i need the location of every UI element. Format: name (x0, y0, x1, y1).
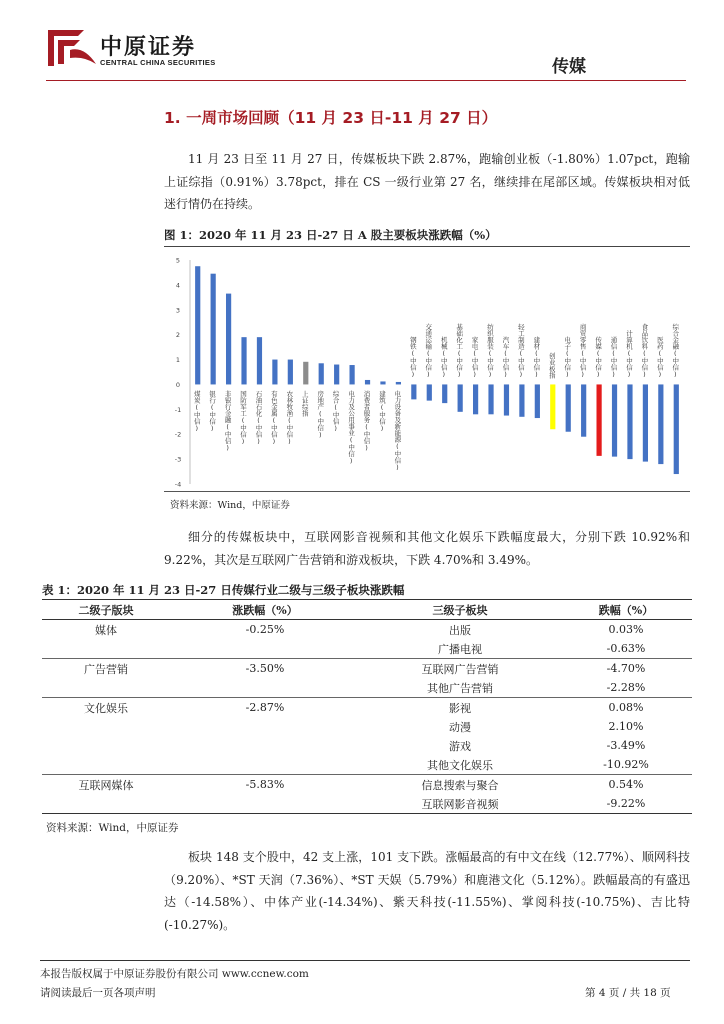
bar (504, 384, 509, 415)
y-tick-label: -4 (174, 480, 182, 489)
footer-copyright: 本报告版权属于中原证券股份有限公司 www.ccnew.com (40, 968, 309, 980)
cell-level3-change: -9.22% (560, 794, 692, 814)
table-row (42, 794, 692, 814)
cell-level3-change: -0.63% (606, 642, 646, 655)
y-axis (175, 257, 190, 489)
x-category-label: 国防军工(中信) (239, 390, 248, 446)
logo-emblem-icon (44, 26, 100, 72)
cell-level2: 媒体 (95, 623, 117, 637)
bar (458, 384, 463, 411)
cell-level3-change: -10.92% (603, 758, 649, 771)
table-row (42, 717, 692, 736)
footer-divider (40, 960, 690, 961)
cell-level2 (42, 678, 170, 698)
x-category-label: 机械(中信) (439, 336, 448, 379)
section-title: 1. 一周市场回顾（11 月 23 日-11 月 27 日） (164, 109, 498, 127)
bar (473, 384, 478, 414)
y-tick-label: -2 (174, 430, 182, 439)
bar (519, 384, 524, 416)
table-row (42, 775, 692, 795)
x-category-label: 传媒(中信) (594, 336, 603, 379)
header-level2-change: 涨跌幅（%） (170, 600, 360, 620)
paragraph-market-review: 11 月 23 日至 11 月 27 日，传媒板块下跌 2.87%，跑输创业板（-1.80%）1.07pct，跑输上证综指（0.91%）3.78pct，排在 CS 一级行业第 27 名，继续排在尾部区域。传媒板块相对低迷行情仍在持续。 (164, 152, 690, 211)
bar (581, 384, 586, 436)
bar (643, 384, 648, 461)
y-tick-label: 0 (175, 380, 181, 389)
cell-level2-change: -0.25% (245, 623, 285, 636)
cell-level2-change (170, 794, 360, 814)
table-title: 表 1：2020 年 11 月 23 日-27 日传媒行业二级与三级子板块涨跌幅 (42, 583, 405, 597)
y-tick-label: 4 (175, 281, 181, 290)
cell-level3: 互联网广告营销 (360, 659, 560, 679)
y-tick-label: 5 (175, 256, 181, 265)
bar (211, 274, 216, 385)
bar (272, 360, 277, 385)
x-category-label: 创业板指 (547, 352, 556, 379)
x-category-label: 建筑(中信) (377, 390, 386, 433)
cell-level2-change (170, 717, 360, 736)
cell-level3-change: -4.70% (560, 659, 692, 679)
x-category-label: 电子(中信) (563, 336, 572, 379)
cell-level3-change: -3.49% (606, 739, 646, 752)
y-tick-label: -1 (174, 405, 182, 414)
cell-level3-change: -2.28% (606, 681, 646, 694)
x-category-label: 钢铁(中信) (408, 336, 417, 379)
x-category-label: 综合金融(中信) (671, 323, 680, 379)
cell-level2-change: -2.87% (170, 698, 360, 718)
x-category-label: 医药(中信) (655, 336, 664, 379)
x-category-label: 商贸零售(中信) (578, 323, 587, 379)
cell-level2-change (170, 678, 360, 698)
x-category-label: 食品饮料(中信) (640, 323, 649, 379)
x-category-label: 家电(中信) (470, 336, 479, 379)
bar (319, 363, 324, 384)
bar (288, 360, 293, 385)
bar (303, 362, 308, 385)
x-labels (193, 322, 680, 471)
sector-returns-chart (164, 248, 690, 490)
cell-level2 (42, 639, 170, 659)
subsector-table (42, 599, 692, 814)
table-source: 资料来源：Wind，中原证券 (46, 822, 179, 834)
table-row (42, 755, 692, 775)
x-category-label: 消费者服务(中信) (362, 390, 371, 452)
table-row (42, 736, 692, 755)
cell-level3: 其他文化娱乐 (427, 758, 493, 772)
table-header-row (42, 600, 692, 620)
footer-page-number: 第 4 页 / 共 18 页 (585, 987, 671, 999)
paragraph-stocks: 板块 148 支个股中，42 支上涨，101 支下跌。涨幅最高的有中文在线（12.77%）、顺网科技（9.20%）、*ST 天润（7.36%）、*ST 天娱（5.79%）和鹿港文化（5.12%）。跌幅最高的有盛迅达（-14.58%）、中体产业(-14.34%)、紫天科技(-11.55%)、掌阅科技(-10.75%)、吉比特(-10.27%)。 (164, 850, 690, 932)
bar (596, 384, 601, 455)
y-tick-label: 2 (175, 331, 181, 340)
cell-level3-change: 0.54% (560, 775, 692, 795)
x-category-label: 交通运输(中信) (424, 323, 433, 379)
cell-level2-change: -5.83% (170, 775, 360, 795)
figure-source: 资料来源：Wind，中原证券 (170, 500, 290, 511)
x-category-label: 电力设备及新能源(中信) (393, 390, 402, 472)
bar (550, 384, 555, 429)
bar (257, 337, 262, 384)
bar (442, 384, 447, 403)
y-tick-label: 1 (175, 356, 181, 365)
bar (627, 384, 632, 459)
bar (674, 384, 679, 474)
y-tick-label: -3 (174, 455, 182, 464)
cell-level3-change: 0.08% (560, 698, 692, 718)
x-category-label: 煤炭(中信) (192, 390, 201, 433)
x-category-label: 计算机(中信) (624, 329, 633, 379)
bar (612, 384, 617, 456)
bar (195, 266, 200, 384)
bar (349, 365, 354, 384)
bar (226, 294, 231, 385)
bar (488, 384, 493, 414)
table-row (42, 639, 692, 659)
x-category-label: 石油石化(中信) (254, 390, 263, 446)
bar (427, 384, 432, 400)
cell-level3: 游戏 (449, 739, 471, 753)
bar (566, 384, 571, 431)
bar (535, 384, 540, 418)
x-category-label: 汽车(中信) (501, 336, 510, 379)
table-row (42, 678, 692, 698)
x-category-label: 银行(中信) (208, 390, 217, 433)
bar (658, 384, 663, 464)
x-category-label: 轻工制造(中信) (516, 323, 525, 379)
header-level3-change: 跌幅（%） (560, 600, 692, 620)
bar (241, 337, 246, 384)
table-row (42, 659, 692, 679)
cell-level2: 互联网媒体 (42, 775, 170, 795)
cell-level2: 广告营销 (42, 659, 170, 679)
figure-top-rule (164, 246, 690, 247)
x-category-label: 上证综指 (300, 390, 309, 417)
cell-level3: 出版 (449, 623, 471, 637)
bar (365, 380, 370, 384)
table-row (42, 620, 692, 640)
bar (396, 382, 401, 384)
y-tick-label: 3 (175, 306, 181, 315)
cell-level3-change: 2.10% (608, 720, 644, 733)
x-category-label: 房地产(中信) (316, 390, 325, 439)
bar (334, 365, 339, 385)
header-level3: 三级子板块 (360, 600, 560, 620)
table-row (42, 698, 692, 718)
figure-title: 图 1：2020 年 11 月 23 日-27 日 A 股主要板块涨跌幅（%） (164, 228, 497, 242)
cell-level2 (42, 755, 170, 775)
x-category-label: 电力及公用事业(中信) (347, 390, 356, 465)
cell-level3: 信息搜索与聚合 (360, 775, 560, 795)
brand-name-cn: 中原证券 (100, 35, 197, 60)
bar (411, 384, 416, 399)
x-category-label: 建材(中信) (532, 336, 541, 379)
cell-level2-change (170, 755, 360, 775)
cell-level2-change (170, 736, 360, 755)
header-level2: 二级子版块 (42, 600, 170, 620)
brand-name-en: CENTRAL CHINA SECURITIES (100, 58, 216, 67)
industry-label: 传媒 (552, 57, 586, 77)
cell-level2: 文化娱乐 (42, 698, 170, 718)
cell-level3: 广播电视 (438, 642, 482, 656)
x-category-label: 基础化工(中信) (455, 323, 464, 379)
cell-level2-change (170, 639, 360, 659)
cell-level3-change: 0.03% (608, 623, 644, 636)
header-divider (46, 80, 686, 81)
paragraph-subsector: 细分的传媒板块中，互联网影音视频和其他文化娱乐下跌幅度最大，分别下跌 10.92%和 9.22%，其次是互联网广告营销和游戏板块，下跌 4.70%和 3.49%。 (164, 530, 690, 567)
x-category-label: 通信(中信) (609, 336, 618, 379)
cell-level3: 其他广告营销 (427, 681, 493, 695)
cell-level3: 互联网影音视频 (360, 794, 560, 814)
cell-level3: 影视 (360, 698, 560, 718)
cell-level2-change: -3.50% (170, 659, 360, 679)
x-category-label: 纺织服装(中信) (486, 323, 495, 379)
x-category-label: 有色金属(中信) (269, 390, 278, 446)
x-category-label: 非银行金融(中信) (223, 390, 232, 452)
cell-level2 (42, 794, 170, 814)
bar (380, 381, 385, 384)
figure-bottom-rule (164, 491, 690, 492)
cell-level2 (42, 736, 170, 755)
bars (192, 266, 679, 474)
cell-level2 (42, 717, 170, 736)
cell-level3: 动漫 (449, 720, 471, 734)
x-category-label: 综合(中信) (331, 390, 340, 433)
footer-disclaimer: 请阅读最后一页各项声明 (40, 987, 156, 999)
x-category-label: 农林牧渔(中信) (285, 390, 294, 446)
